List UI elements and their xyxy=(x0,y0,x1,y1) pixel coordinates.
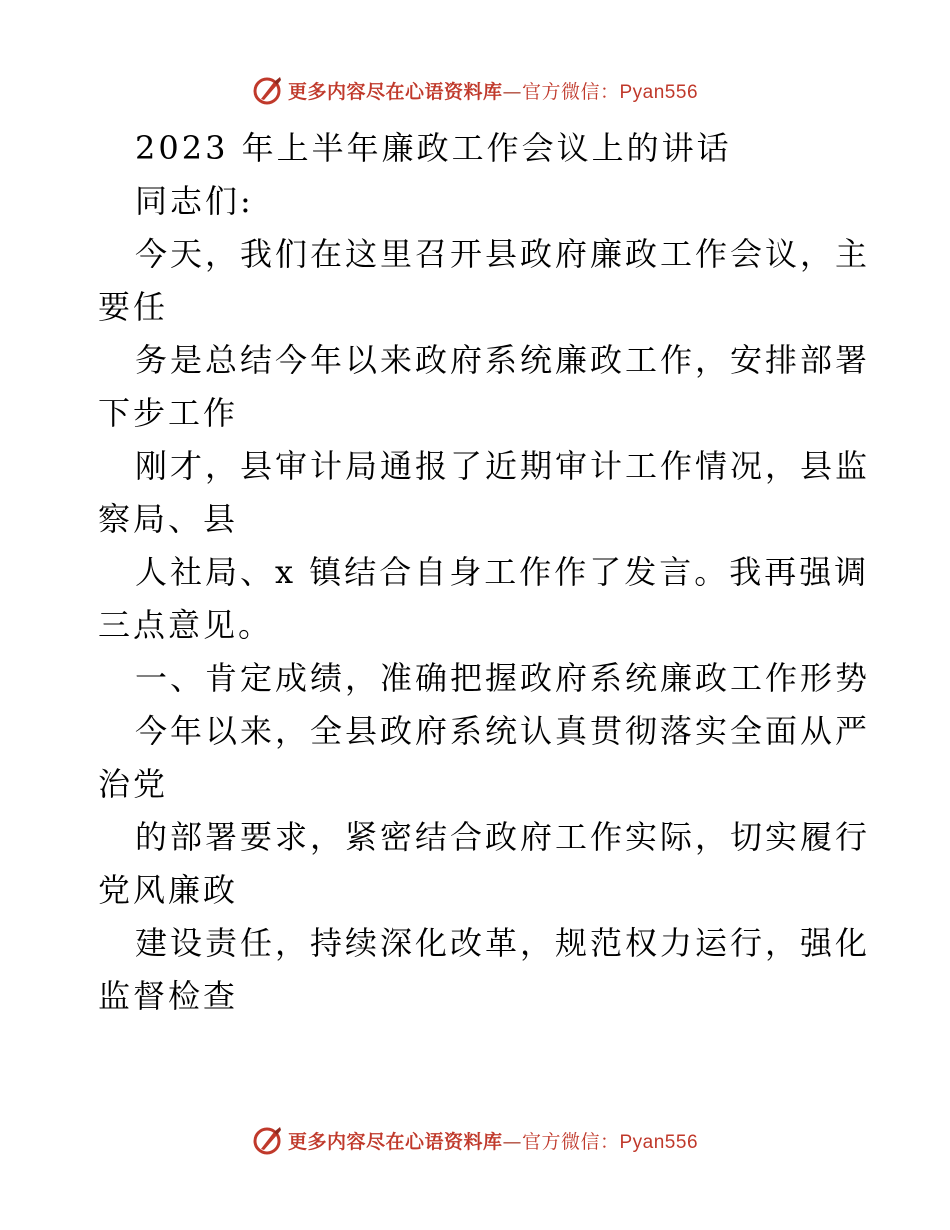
text-line: 刚才，县审计局通报了近期审计工作情况，县监 xyxy=(135,447,871,485)
text-line: 今年以来，全县政府系统认真贯彻落实全面从严 xyxy=(135,712,871,750)
document-body xyxy=(98,122,871,1023)
quill-pen-logo-icon xyxy=(252,74,284,106)
quill-pen-logo-icon xyxy=(252,1124,284,1156)
watermark-wechat-id: Pyan556 xyxy=(619,81,699,103)
text-line: 三点意见。 xyxy=(98,606,274,644)
watermark-bottom xyxy=(0,1120,950,1160)
text-line: 的部署要求，紧密结合政府工作实际，切实履行 xyxy=(135,818,871,856)
text-line: 党风廉政 xyxy=(98,871,239,909)
text-line: 要任 xyxy=(98,288,169,326)
watermark-wechat-label: 官方微信： xyxy=(521,80,620,103)
watermark-dash: — xyxy=(502,1130,522,1153)
text-line: 务是总结今年以来政府系统廉政工作，安排部署 xyxy=(135,341,871,379)
text-line: 同志们: xyxy=(135,182,254,220)
watermark-wechat-id: Pyan556 xyxy=(619,1131,699,1153)
text-line: 人社局、x 镇结合自身工作作了发言。我再强调 xyxy=(135,553,870,591)
text-line: 下步工作 xyxy=(98,394,239,432)
text-line: 察局、县 xyxy=(98,500,239,538)
text-line: 今天，我们在这里召开县政府廉政工作会议，主 xyxy=(135,235,871,273)
text-line: 治党 xyxy=(98,765,169,803)
text-line: 建设责任，持续深化改革，规范权力运行，强化 xyxy=(135,924,871,962)
watermark-site-text: 更多内容尽在心语资料库 xyxy=(287,1130,503,1153)
document-title: 2023 年上半年廉政工作会议上的讲话 xyxy=(135,129,732,167)
watermark-wechat-label: 官方微信： xyxy=(521,1130,620,1153)
text-line: 一、肯定成绩，准确把握政府系统廉政工作形势 xyxy=(135,659,871,697)
watermark-top xyxy=(0,70,950,110)
watermark-dash: — xyxy=(502,80,522,103)
watermark-site-text: 更多内容尽在心语资料库 xyxy=(287,80,503,103)
text-line: 监督检查 xyxy=(98,977,239,1015)
